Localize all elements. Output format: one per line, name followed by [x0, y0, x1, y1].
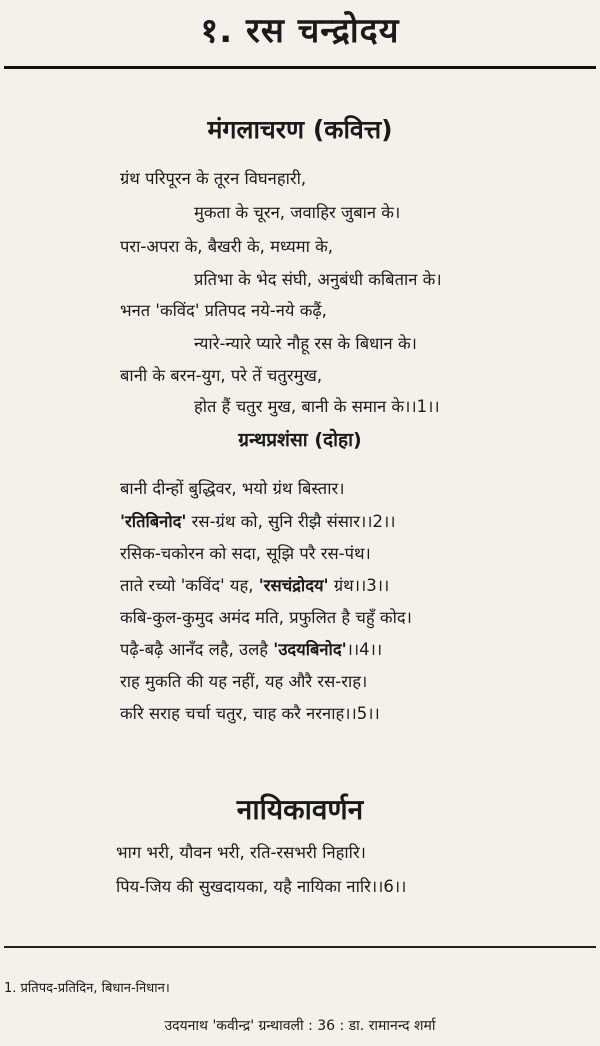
verse-line: होत हैं चतुर मुख, बानी के समान के।।1।। — [194, 397, 440, 416]
verse-line: बानी दीन्हों बुद्धिवर, भयो ग्रंथ बिस्तार। — [120, 479, 345, 498]
chapter-title: १. रस चन्द्रोदय — [200, 11, 400, 51]
section-heading-nayikavarnan: नायिकावर्णन — [236, 793, 364, 826]
verse-line: बानी के बरन-युग, परे तें चतुरमुख, — [120, 366, 323, 385]
verse-line: भाग भरी, यौवन भरी, रति-रसभरी निहारि। — [116, 843, 366, 862]
verse-line: कबि-कुल-कुमुद अमंद मति, प्रफुलित है चहुँ कोद। — [120, 608, 412, 627]
verse-line: प्रतिभा के भेद संघी, अनुबंधी कबितान के। — [194, 270, 442, 289]
verse-line-text: ताते रच्यो 'कविंद' यह, — [120, 576, 254, 595]
verse-line: मुकता के चूरन, जवाहिर जुबान के। — [194, 203, 401, 222]
footnote: 1. प्रतिपद-प्रतिदिन, बिधान-निधान। — [4, 981, 170, 996]
verse-line-text: पढ़ै-बढ़ै आनँद लहै, उलहै — [120, 640, 269, 659]
verse-line: न्यारे-न्यारे प्यारे नौहू रस के बिधान के। — [194, 334, 417, 353]
verse-line — [120, 637, 382, 660]
verse-line-text: ।।4।। — [346, 640, 383, 659]
verse-line: भनत 'कविंद' प्रतिपद नये-नये कढ़ैं, — [120, 301, 327, 320]
verse-line-text: ग्रंथ।।3।। — [333, 576, 390, 595]
verse-line: रसिक-चकोरन को सदा, सूझि परै रस-पंथ। — [120, 544, 371, 563]
verse-line: राह मुकति की यह नहीं, यह औरै रस-राह। — [120, 672, 368, 691]
verse-line: पिय-जिय की सुखदायका, यहै नायिका नारि।।6।। — [116, 877, 407, 896]
book-title-raschandrodaya: 'रसचंद्रोदय' — [258, 576, 329, 595]
top-rule — [4, 66, 596, 69]
book-title-ratibinod: 'रतिबिनोद' — [120, 512, 187, 531]
verse-line — [120, 509, 395, 532]
verse-line: करि सराह चर्चा चतुर, चाह करै नरनाह।।5।। — [120, 704, 380, 723]
verse-line-text: रस-ग्रंथ को, सुनि रीझै संसार।।2।। — [191, 512, 396, 531]
section-heading-mangalacharan: मंगलाचरण (कवित्त) — [207, 115, 393, 144]
section-heading-granthprashansa: ग्रन्थप्रशंसा (दोहा) — [238, 429, 362, 451]
book-title-udaybinod: 'उदयबिनोद' — [273, 640, 347, 659]
verse-line — [120, 573, 389, 596]
verse-line: ग्रंथ परिपूरन के तूरन विघनहारी, — [120, 169, 307, 188]
verse-line: परा-अपरा के, बैखरी के, मध्यमा के, — [120, 237, 334, 256]
footnote-rule — [4, 946, 596, 948]
page-footer: उदयनाथ 'कवीन्द्र' ग्रन्थावली : 36 : डा. रामानन्द शर्मा — [164, 1018, 436, 1034]
